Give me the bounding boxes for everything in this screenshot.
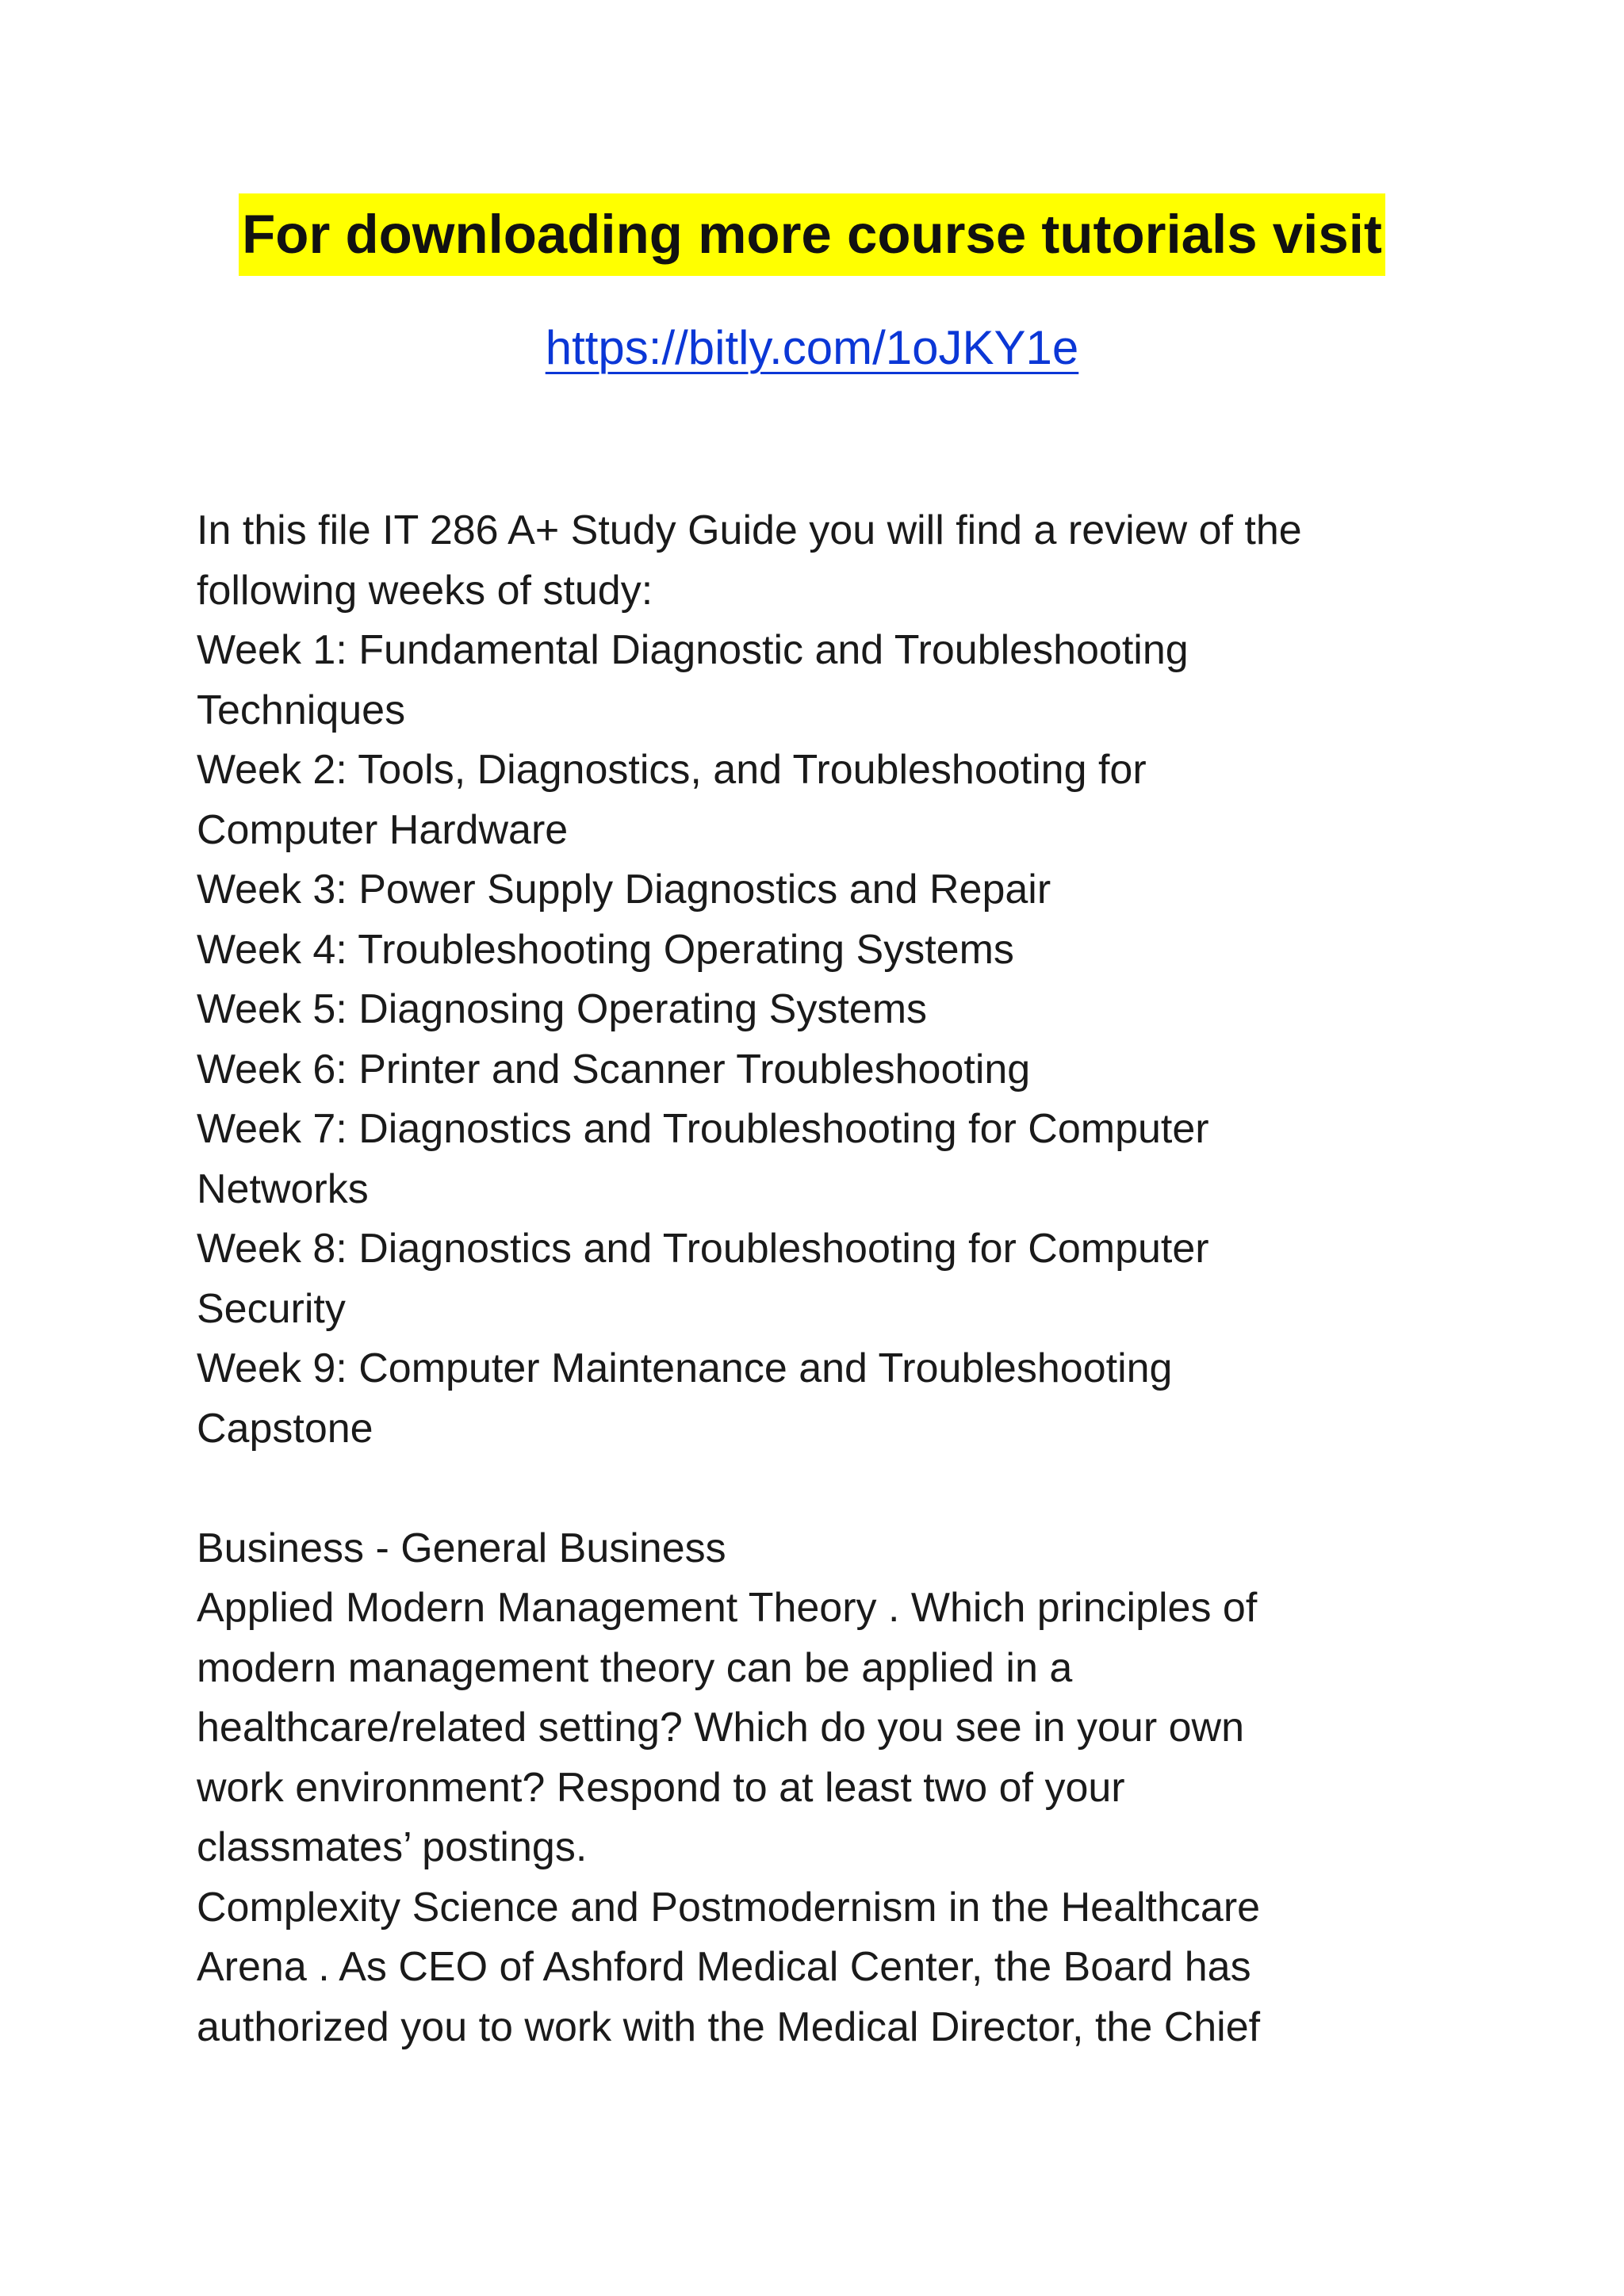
paragraph-spacer	[197, 1459, 1434, 1519]
week-line: Week 3: Power Supply Diagnostics and Repair	[197, 867, 1051, 913]
business-line: work environment? Respond to at least two of your	[197, 1764, 1125, 1811]
body-text	[197, 501, 1434, 2057]
business-line: modern management theory can be applied in a	[197, 1644, 1073, 1691]
business-line: authorized you to work with the Medical Director, the Chief	[197, 2003, 1261, 2050]
week-line: Week 8: Diagnostics and Troubleshooting for Computer	[197, 1226, 1209, 1272]
business-line: Applied Modern Management Theory . Which principles of	[197, 1585, 1258, 1631]
week-line: Networks	[197, 1165, 369, 1212]
week-line: Computer Hardware	[197, 806, 569, 853]
business-line: Arena . As CEO of Ashford Medical Center, the Board has	[197, 1944, 1251, 1990]
week-line: Week 1: Fundamental Diagnostic and Troubleshooting	[197, 627, 1189, 673]
intro-line: following weeks of study:	[197, 567, 653, 614]
week-line: Week 7: Diagnostics and Troubleshooting for Computer	[197, 1106, 1209, 1152]
business-line: Business - General Business	[197, 1525, 726, 1571]
week-line: Week 9: Computer Maintenance and Troubleshooting	[197, 1345, 1173, 1391]
week-line: Capstone	[197, 1405, 373, 1452]
intro-line: In this file IT 286 A+ Study Guide you will find a review of the	[197, 507, 1302, 553]
business-line: Complexity Science and Postmodernism in the Healthcare	[197, 1884, 1261, 1931]
week-line: Week 4: Troubleshooting Operating Systems	[197, 926, 1014, 973]
week-line: Week 6: Printer and Scanner Troubleshooting	[197, 1046, 1031, 1093]
week-line: Security	[197, 1285, 346, 1332]
business-line: classmates’ postings.	[197, 1824, 588, 1870]
link-row	[0, 314, 1624, 382]
highlighted-title: For downloading more course tutorials visit	[239, 193, 1385, 276]
week-line: Techniques	[197, 687, 406, 733]
week-line: Week 5: Diagnosing Operating Systems	[197, 986, 928, 1032]
business-line: healthcare/related setting? Which do you see in your own	[197, 1705, 1244, 1751]
tutorial-link[interactable]: https://bitly.com/1oJKY1e	[545, 321, 1079, 374]
header	[0, 193, 1624, 276]
week-line: Week 2: Tools, Diagnostics, and Troubleshooting for	[197, 747, 1147, 793]
